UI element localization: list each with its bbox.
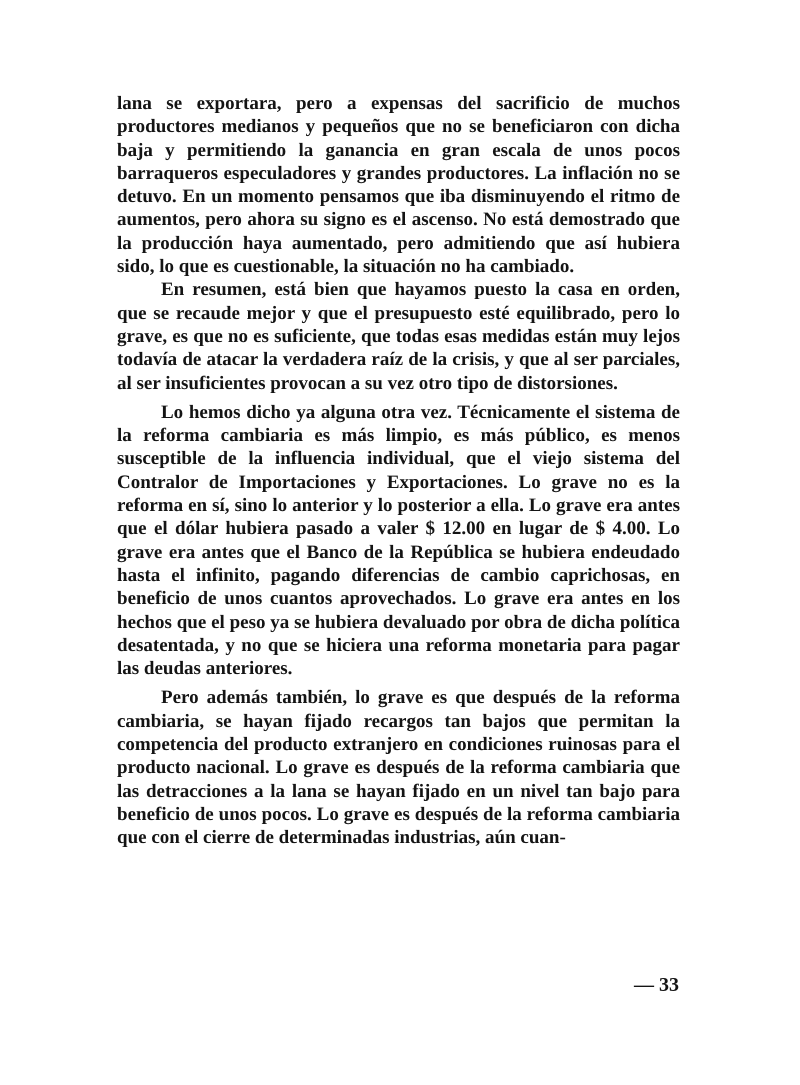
paragraph-4: Pero además también, lo grave es que después de la reforma cambiaria, se hayan fijado recargos tan bajos que permitan la competencia del producto extranjero en condiciones ruinosas para el producto nacional. Lo grave es después de la reforma cambiaria que las detracciones a la lana se hayan fijado en un nivel tan bajo para beneficio de unos pocos. Lo grave es después de la reforma cambiaria que con el cierre de determinadas industrias, aún cuan-	[117, 687, 680, 849]
page-number: — 33	[634, 974, 679, 996]
page-body	[117, 92, 680, 850]
paragraph-1: lana se exportara, pero a expensas del sacrificio de muchos productores medianos y pequeños que no se beneficiaron con dicha baja y permitiendo la ganancia en gran escala de unos pocos barraqueros especuladores y grandes productores. La inflación no se detuvo. En un momento pensamos que iba disminuyendo el ritmo de aumentos, pero ahora su signo es el ascenso. No está demostrado que la producción haya aumentado, pero admitiendo que así hubiera sido, lo que es cuestionable, la situación no ha cambiado.	[117, 93, 680, 278]
paragraph-2: En resumen, está bien que hayamos puesto la casa en orden, que se recaude mejor y que el presupuesto esté equilibrado, pero lo grave, es que no es suficiente, que todas esas medidas están muy lejos todavía de atacar la verdadera raíz de la crisis, y que al ser parciales, al ser insuficientes provocan a su vez otro tipo de distorsiones.	[117, 279, 680, 394]
paragraph-3: Lo hemos dicho ya alguna otra vez. Técnicamente el sistema de la reforma cambiaria es más limpio, es más público, es menos susceptible de la influencia individual, que el viejo sistema del Contralor de Importaciones y Exportaciones. Lo grave no es la reforma en sí, sino lo anterior y lo posterior a ella. Lo grave era antes que el dólar hubiera pasado a valer $ 12.00 en lugar de $ 4.00. Lo grave era antes que el Banco de la República se hubiera endeudado hasta el infinito, pagando diferencias de cambio caprichosas, en beneficio de unos cuantos aprovechados. Lo grave era antes en los hechos que el peso ya se hubiera devaluado por obra de dicha política desatentada, y no que se hiciera una reforma monetaria para pagar las deudas anteriores.	[117, 401, 680, 680]
